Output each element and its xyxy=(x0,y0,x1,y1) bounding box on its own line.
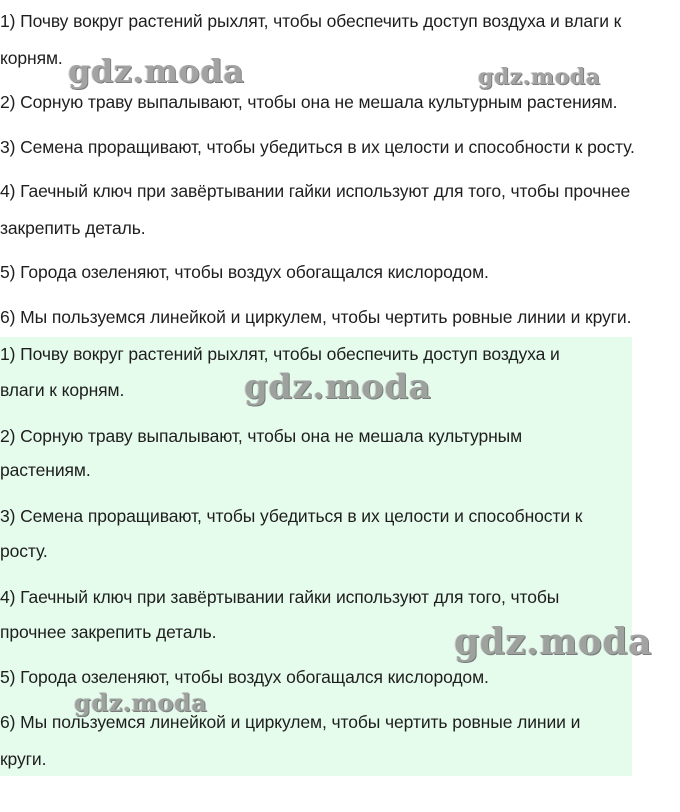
top-answer-4-line-2: закрепить деталь. xyxy=(0,218,146,238)
box-answer-6-line-1: 6) Мы пользуемся линейкой и циркулем, чтобы чертить ровные линии и xyxy=(0,712,581,732)
watermark-logo: gdz.moda xyxy=(68,52,245,90)
box-answer-5: 5) Города озеленяют, чтобы воздух обогащался кислородом. xyxy=(0,667,489,687)
top-answer-3: 3) Семена проращивают, чтобы убедиться в их целости и способности к росту. xyxy=(0,137,635,157)
watermark-logo: gdz.moda xyxy=(244,367,432,407)
top-answer-5: 5) Города озеленяют, чтобы воздух обогащался кислородом. xyxy=(0,262,489,282)
box-answer-4-line-2: прочнее закрепить деталь. xyxy=(0,622,217,642)
box-answer-2-line-1: 2) Сорную траву выпалывают, чтобы она не мешала культурным xyxy=(0,426,523,446)
top-answer-6: 6) Мы пользуемся линейкой и циркулем, чтобы чертить ровные линии и круги. xyxy=(0,307,632,327)
top-answer-2: 2) Сорную траву выпалывают, чтобы она не мешала культурным растениям. xyxy=(0,92,618,112)
box-answer-6-line-2: круги. xyxy=(0,749,47,769)
top-answer-1-line-2: корням. xyxy=(0,48,63,68)
watermark-logo: gdz.moda xyxy=(478,64,601,90)
top-answer-1-line-1: 1) Почву вокруг растений рыхлят, чтобы обеспечить доступ воздуха и влаги к xyxy=(0,11,622,31)
box-answer-2-line-2: растениям. xyxy=(0,460,91,480)
box-answer-1-line-1: 1) Почву вокруг растений рыхлят, чтобы обеспечить доступ воздуха и xyxy=(0,344,560,364)
box-answer-1-line-2: влаги к корням. xyxy=(0,380,125,400)
watermark-logo: gdz.moda xyxy=(74,688,208,717)
watermark-logo: gdz.moda xyxy=(454,621,652,663)
box-answer-4-line-1: 4) Гаечный ключ при завёртывании гайки используют для того, чтобы xyxy=(0,587,560,607)
box-answer-3-line-1: 3) Семена проращивают, чтобы убедиться в их целости и способности к xyxy=(0,506,583,526)
top-answer-4-line-1: 4) Гаечный ключ при завёртывании гайки используют для того, чтобы прочнее xyxy=(0,181,631,201)
box-answer-3-line-2: росту. xyxy=(0,541,48,561)
